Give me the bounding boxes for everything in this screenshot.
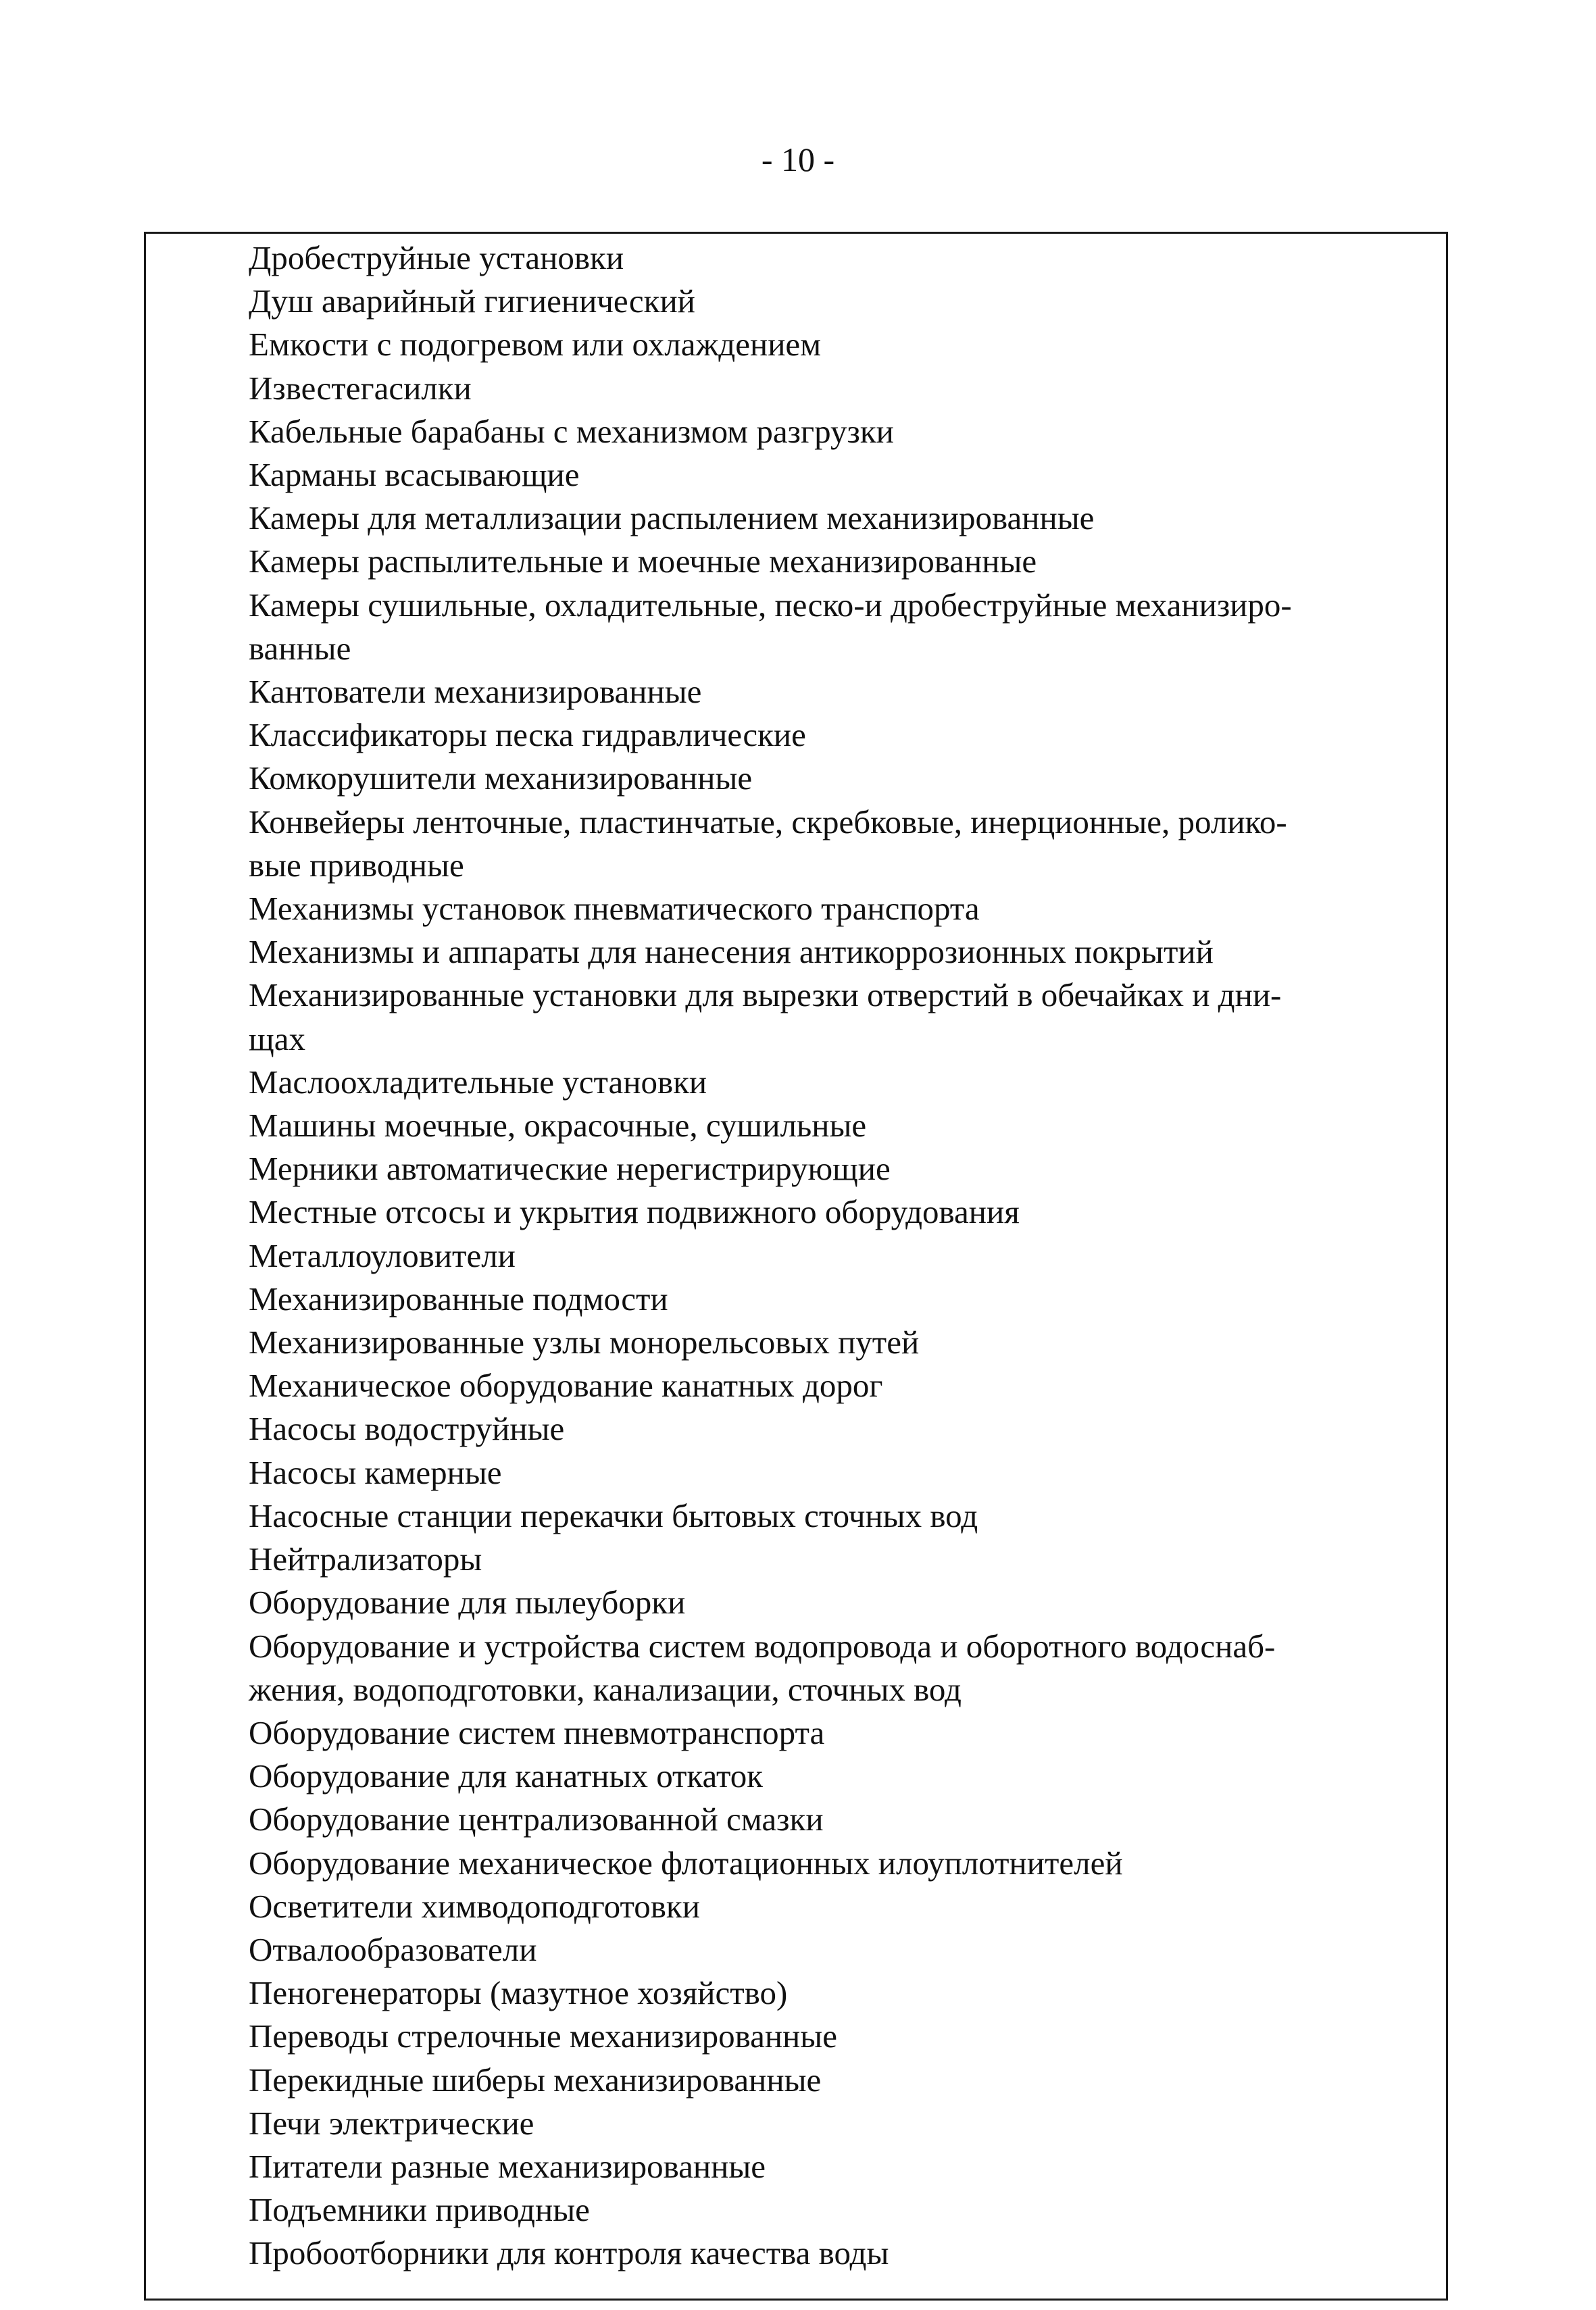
list-item: Печи электрические <box>249 2104 534 2142</box>
list-item: Камеры сушильные, охладительные, песко-и дробеструйные механизиро- <box>249 586 1292 624</box>
list-item: Оборудование механическое флотационных илоуплотнителей <box>249 1844 1123 1882</box>
list-item: Механическое оборудование канатных дорог <box>249 1367 883 1405</box>
list-item: Душ аварийный гигиенический <box>249 282 695 320</box>
list-item: Подъемники приводные <box>249 2191 590 2229</box>
list-item: Механизированные установки для вырезки отверстий в обечайках и дни- <box>249 976 1282 1014</box>
list-item: Машины моечные, окрасочные, сушильные <box>249 1107 867 1145</box>
list-item: вые приводные <box>249 846 464 884</box>
list-item: Пеногенераторы (мазутное хозяйство) <box>249 1974 788 2012</box>
list-item: Комкорушители механизированные <box>249 759 753 797</box>
list-item: Местные отсосы и укрытия подвижного оборудования <box>249 1193 1020 1231</box>
list-item: Оборудование для пылеуборки <box>249 1584 686 1622</box>
list-item: Механизированные узлы монорельсовых путей <box>249 1324 920 1361</box>
list-item: Карманы всасывающие <box>249 456 580 494</box>
list-item: Насосы камерные <box>249 1453 502 1491</box>
list-item: щах <box>249 1020 305 1057</box>
list-item: Металлоуловители <box>249 1236 516 1274</box>
list-item: Конвейеры ленточные, пластинчатые, скребковые, инерционные, ролико- <box>249 803 1287 840</box>
list-item: Насосы водоструйные <box>249 1410 565 1448</box>
list-item: Кабельные барабаны с механизмом разгрузки <box>249 412 894 450</box>
list-item: жения, водоподготовки, канализации, сточных вод <box>249 1670 962 1708</box>
list-item: ванные <box>249 629 351 667</box>
list-item: Оборудование систем пневмотранспорта <box>249 1713 825 1751</box>
list-item: Кантователи механизированные <box>249 673 702 711</box>
list-item: Маслоохладительные установки <box>249 1063 707 1101</box>
list-item: Дробеструйные установки <box>249 239 624 276</box>
list-item: Осветители химводоподготовки <box>249 1887 700 1925</box>
list-item: Отвалообразователи <box>249 1930 537 1968</box>
equipment-list <box>249 236 1411 2276</box>
list-item: Перекидные шиберы механизированные <box>249 2061 822 2099</box>
list-item: Переводы стрелочные механизированные <box>249 2017 837 2055</box>
list-item: Камеры распылительные и моечные механизированные <box>249 543 1037 580</box>
list-item: Механизированные подмости <box>249 1280 668 1317</box>
list-item: Насосные станции перекачки бытовых сточных вод <box>249 1497 978 1534</box>
list-item: Механизмы установок пневматического транспорта <box>249 890 980 928</box>
page-number: - 10 - <box>761 141 835 178</box>
list-item: Классификаторы песка гидравлические <box>249 716 806 754</box>
list-item: Камеры для металлизации распылением механизированные <box>249 499 1095 537</box>
list-item: Известегасилки <box>249 369 472 407</box>
list-item: Механизмы и аппараты для нанесения антикоррозионных покрытий <box>249 933 1214 971</box>
list-item: Пробоотборники для контроля качества воды <box>249 2234 889 2272</box>
list-item: Мерники автоматические нерегистрирующие <box>249 1150 891 1188</box>
list-item: Оборудование и устройства систем водопровода и оборотного водоснаб- <box>249 1627 1276 1665</box>
list-item: Оборудование для канатных откаток <box>249 1757 764 1795</box>
list-item: Питатели разные механизированные <box>249 2147 766 2185</box>
list-item: Емкости с подогревом или охлаждением <box>249 326 822 363</box>
list-item: Оборудование централизованной смазки <box>249 1801 824 1838</box>
list-item: Нейтрализаторы <box>249 1540 482 1578</box>
